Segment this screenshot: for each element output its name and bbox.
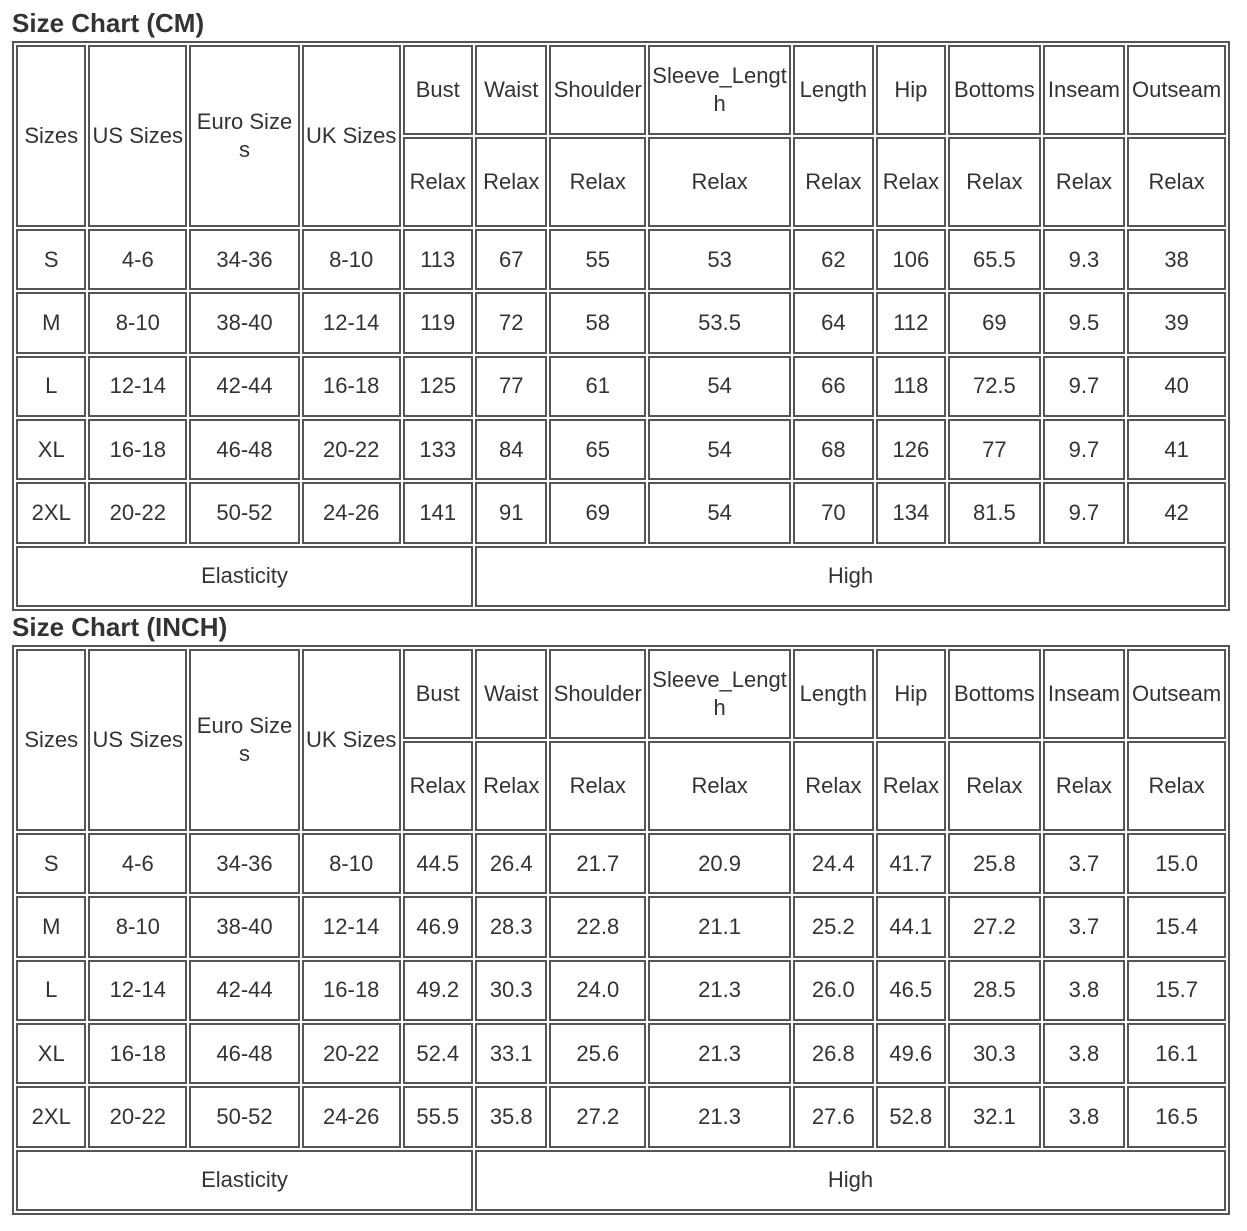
uk-size-cell: 16-18 <box>302 356 401 417</box>
waist-fit: Relax <box>475 741 547 831</box>
inseam-cell: 9.7 <box>1043 482 1126 543</box>
inseam-cell: 3.7 <box>1043 896 1126 957</box>
table-row <box>16 833 1226 894</box>
inseam-header: Inseam <box>1043 649 1126 739</box>
shoulder-fit: Relax <box>549 741 646 831</box>
outseam-cell: 15.4 <box>1127 896 1226 957</box>
length-cell: 68 <box>793 419 874 480</box>
bust-cell: 119 <box>403 292 473 353</box>
sleeve-length-cell: 54 <box>648 419 791 480</box>
outseam-cell: 16.5 <box>1127 1086 1226 1147</box>
bottoms-fit: Relax <box>948 741 1041 831</box>
bust-cell: 141 <box>403 482 473 543</box>
size-cell: M <box>16 896 86 957</box>
bust-fit: Relax <box>403 137 473 227</box>
size-cell: L <box>16 960 86 1021</box>
table-row <box>16 292 1226 353</box>
us-size-cell: 8-10 <box>88 896 187 957</box>
hip-header: Hip <box>876 45 946 135</box>
us-size-cell: 20-22 <box>88 482 187 543</box>
hip-fit: Relax <box>876 741 946 831</box>
bottoms-cell: 27.2 <box>948 896 1041 957</box>
us-size-cell: 12-14 <box>88 356 187 417</box>
shoulder-fit: Relax <box>549 137 646 227</box>
header-row <box>16 45 1226 135</box>
uk-size-cell: 20-22 <box>302 419 401 480</box>
size-cell: 2XL <box>16 482 86 543</box>
bust-cell: 46.9 <box>403 896 473 957</box>
bottoms-cell: 30.3 <box>948 1023 1041 1084</box>
size-cell: S <box>16 833 86 894</box>
size-chart-cm-title: Size Chart (CM) <box>12 8 205 38</box>
bottoms-cell: 32.1 <box>948 1086 1041 1147</box>
bust-cell: 44.5 <box>403 833 473 894</box>
inseam-fit: Relax <box>1043 741 1126 831</box>
hip-cell: 41.7 <box>876 833 946 894</box>
outseam-cell: 40 <box>1127 356 1226 417</box>
outseam-header: Outseam <box>1127 45 1226 135</box>
outseam-fit: Relax <box>1127 137 1226 227</box>
size-cell: L <box>16 356 86 417</box>
euro-size-cell: 50-52 <box>189 1086 300 1147</box>
bust-cell: 52.4 <box>403 1023 473 1084</box>
outseam-cell: 15.7 <box>1127 960 1226 1021</box>
sleeve-length-cell: 54 <box>648 356 791 417</box>
us-sizes-header: US Sizes <box>88 45 187 227</box>
length-cell: 25.2 <box>793 896 874 957</box>
size-cell: S <box>16 229 86 290</box>
sleeve-length-fit: Relax <box>648 137 791 227</box>
outseam-cell: 41 <box>1127 419 1226 480</box>
sleeve-length-fit: Relax <box>648 741 791 831</box>
sizes-header: Sizes <box>16 45 86 227</box>
sleeve-length-header: Sleeve_Length <box>648 649 791 739</box>
length-fit: Relax <box>793 741 874 831</box>
waist-cell: 72 <box>475 292 547 353</box>
hip-cell: 112 <box>876 292 946 353</box>
euro-sizes-header: Euro Sizes <box>189 649 300 831</box>
bust-cell: 113 <box>403 229 473 290</box>
outseam-header: Outseam <box>1127 649 1226 739</box>
bottoms-cell: 28.5 <box>948 960 1041 1021</box>
uk-size-cell: 24-26 <box>302 482 401 543</box>
euro-size-cell: 34-36 <box>189 229 300 290</box>
length-cell: 24.4 <box>793 833 874 894</box>
size-chart-inch-table <box>12 645 1230 1215</box>
sleeve-length-header: Sleeve_Length <box>648 45 791 135</box>
waist-header: Waist <box>475 649 547 739</box>
sleeve-length-cell: 20.9 <box>648 833 791 894</box>
elasticity-row <box>16 546 1226 607</box>
shoulder-cell: 25.6 <box>549 1023 646 1084</box>
bust-header: Bust <box>403 45 473 135</box>
bottoms-cell: 81.5 <box>948 482 1041 543</box>
waist-cell: 28.3 <box>475 896 547 957</box>
shoulder-cell: 69 <box>549 482 646 543</box>
shoulder-cell: 58 <box>549 292 646 353</box>
bust-header: Bust <box>403 649 473 739</box>
hip-cell: 126 <box>876 419 946 480</box>
inseam-cell: 3.8 <box>1043 1086 1126 1147</box>
inseam-header: Inseam <box>1043 45 1126 135</box>
waist-header: Waist <box>475 45 547 135</box>
inseam-fit: Relax <box>1043 137 1126 227</box>
elasticity-label: Elasticity <box>16 546 473 607</box>
waist-cell: 67 <box>475 229 547 290</box>
waist-fit: Relax <box>475 137 547 227</box>
waist-cell: 33.1 <box>475 1023 547 1084</box>
uk-sizes-header: UK Sizes <box>302 649 401 831</box>
length-header: Length <box>793 45 874 135</box>
size-chart-cm-table <box>12 41 1230 611</box>
uk-size-cell: 20-22 <box>302 1023 401 1084</box>
table-row <box>16 482 1226 543</box>
euro-size-cell: 34-36 <box>189 833 300 894</box>
sleeve-length-cell: 21.3 <box>648 1086 791 1147</box>
length-cell: 27.6 <box>793 1086 874 1147</box>
hip-cell: 118 <box>876 356 946 417</box>
bottoms-header: Bottoms <box>948 45 1041 135</box>
hip-header: Hip <box>876 649 946 739</box>
bottoms-cell: 25.8 <box>948 833 1041 894</box>
hip-cell: 46.5 <box>876 960 946 1021</box>
euro-size-cell: 42-44 <box>189 960 300 1021</box>
us-size-cell: 4-6 <box>88 229 187 290</box>
us-size-cell: 8-10 <box>88 292 187 353</box>
length-cell: 70 <box>793 482 874 543</box>
waist-cell: 84 <box>475 419 547 480</box>
length-cell: 26.0 <box>793 960 874 1021</box>
outseam-cell: 16.1 <box>1127 1023 1226 1084</box>
euro-size-cell: 38-40 <box>189 292 300 353</box>
outseam-cell: 42 <box>1127 482 1226 543</box>
shoulder-cell: 21.7 <box>549 833 646 894</box>
bust-fit: Relax <box>403 741 473 831</box>
uk-sizes-header: UK Sizes <box>302 45 401 227</box>
us-sizes-header: US Sizes <box>88 649 187 831</box>
length-fit: Relax <box>793 137 874 227</box>
header-row <box>16 649 1226 739</box>
bottoms-header: Bottoms <box>948 649 1041 739</box>
inseam-cell: 9.7 <box>1043 419 1126 480</box>
size-cell: M <box>16 292 86 353</box>
size-cell: XL <box>16 1023 86 1084</box>
table-row <box>16 229 1226 290</box>
hip-cell: 49.6 <box>876 1023 946 1084</box>
shoulder-cell: 61 <box>549 356 646 417</box>
bust-cell: 133 <box>403 419 473 480</box>
uk-size-cell: 8-10 <box>302 229 401 290</box>
elasticity-value: High <box>475 1150 1226 1211</box>
sizes-header: Sizes <box>16 649 86 831</box>
us-size-cell: 12-14 <box>88 960 187 1021</box>
hip-cell: 106 <box>876 229 946 290</box>
length-cell: 26.8 <box>793 1023 874 1084</box>
length-cell: 62 <box>793 229 874 290</box>
waist-cell: 30.3 <box>475 960 547 1021</box>
sleeve-length-cell: 53 <box>648 229 791 290</box>
outseam-cell: 38 <box>1127 229 1226 290</box>
hip-cell: 52.8 <box>876 1086 946 1147</box>
hip-cell: 134 <box>876 482 946 543</box>
waist-cell: 77 <box>475 356 547 417</box>
table-row <box>16 1086 1226 1147</box>
inseam-cell: 3.8 <box>1043 1023 1126 1084</box>
bottoms-cell: 72.5 <box>948 356 1041 417</box>
table-row <box>16 1023 1226 1084</box>
sleeve-length-cell: 21.3 <box>648 1023 791 1084</box>
hip-cell: 44.1 <box>876 896 946 957</box>
inseam-cell: 9.5 <box>1043 292 1126 353</box>
bottoms-cell: 65.5 <box>948 229 1041 290</box>
shoulder-cell: 22.8 <box>549 896 646 957</box>
us-size-cell: 16-18 <box>88 1023 187 1084</box>
shoulder-cell: 27.2 <box>549 1086 646 1147</box>
uk-size-cell: 16-18 <box>302 960 401 1021</box>
table-row <box>16 419 1226 480</box>
table-row <box>16 960 1226 1021</box>
table-row <box>16 356 1226 417</box>
shoulder-cell: 24.0 <box>549 960 646 1021</box>
bottoms-fit: Relax <box>948 137 1041 227</box>
inseam-cell: 9.3 <box>1043 229 1126 290</box>
us-size-cell: 16-18 <box>88 419 187 480</box>
shoulder-cell: 65 <box>549 419 646 480</box>
outseam-cell: 39 <box>1127 292 1226 353</box>
euro-size-cell: 42-44 <box>189 356 300 417</box>
elasticity-row <box>16 1150 1226 1211</box>
size-chart-inch-title: Size Chart (INCH) <box>12 612 228 642</box>
sleeve-length-cell: 54 <box>648 482 791 543</box>
bottoms-cell: 69 <box>948 292 1041 353</box>
us-size-cell: 4-6 <box>88 833 187 894</box>
elasticity-label: Elasticity <box>16 1150 473 1211</box>
length-header: Length <box>793 649 874 739</box>
euro-size-cell: 50-52 <box>189 482 300 543</box>
sleeve-length-cell: 53.5 <box>648 292 791 353</box>
waist-cell: 26.4 <box>475 833 547 894</box>
inseam-cell: 3.8 <box>1043 960 1126 1021</box>
bottoms-cell: 77 <box>948 419 1041 480</box>
inseam-cell: 9.7 <box>1043 356 1126 417</box>
uk-size-cell: 24-26 <box>302 1086 401 1147</box>
euro-size-cell: 46-48 <box>189 419 300 480</box>
length-cell: 64 <box>793 292 874 353</box>
size-cell: 2XL <box>16 1086 86 1147</box>
bust-cell: 55.5 <box>403 1086 473 1147</box>
table-row <box>16 896 1226 957</box>
length-cell: 66 <box>793 356 874 417</box>
uk-size-cell: 12-14 <box>302 896 401 957</box>
euro-size-cell: 38-40 <box>189 896 300 957</box>
sleeve-length-cell: 21.3 <box>648 960 791 1021</box>
hip-fit: Relax <box>876 137 946 227</box>
euro-sizes-header: Euro Sizes <box>189 45 300 227</box>
uk-size-cell: 8-10 <box>302 833 401 894</box>
shoulder-cell: 55 <box>549 229 646 290</box>
waist-cell: 91 <box>475 482 547 543</box>
bust-cell: 49.2 <box>403 960 473 1021</box>
inseam-cell: 3.7 <box>1043 833 1126 894</box>
outseam-cell: 15.0 <box>1127 833 1226 894</box>
outseam-fit: Relax <box>1127 741 1226 831</box>
sleeve-length-cell: 21.1 <box>648 896 791 957</box>
waist-cell: 35.8 <box>475 1086 547 1147</box>
elasticity-value: High <box>475 546 1226 607</box>
shoulder-header: Shoulder <box>549 45 646 135</box>
uk-size-cell: 12-14 <box>302 292 401 353</box>
shoulder-header: Shoulder <box>549 649 646 739</box>
size-cell: XL <box>16 419 86 480</box>
bust-cell: 125 <box>403 356 473 417</box>
euro-size-cell: 46-48 <box>189 1023 300 1084</box>
us-size-cell: 20-22 <box>88 1086 187 1147</box>
